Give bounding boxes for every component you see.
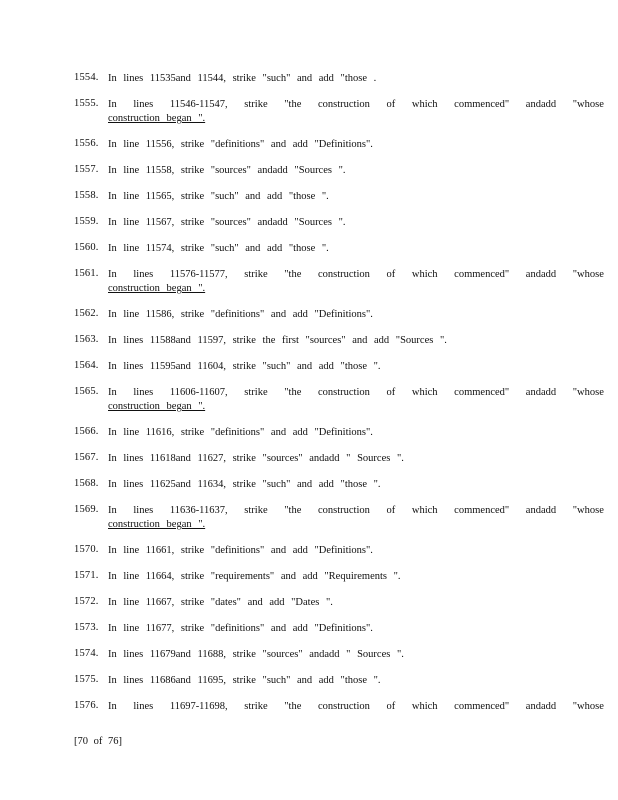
amendment-number: 1567. (74, 452, 99, 463)
amendment-text: In line 11586, strike "definitions" and add "Definitions". (108, 309, 373, 320)
amendment-item (74, 360, 544, 374)
amendment-item (74, 308, 544, 322)
amendment-item (74, 504, 604, 532)
amendment-number: 1566. (74, 426, 99, 437)
amendment-item (74, 674, 544, 688)
amendment-text: In line 11664, strike "requirements" and add "Requirements ". (108, 571, 401, 582)
amendment-number: 1569. (74, 504, 99, 515)
amendment-number: 1556. (74, 138, 99, 149)
amendment-text-continued: construction began ". (108, 401, 206, 412)
amendment-text-continued: construction began ". (108, 113, 206, 124)
amendment-text: In line 11677, strike "definitions" and add "Definitions". (108, 623, 373, 634)
amendment-text: In line 11574, strike "such" and add "those ". (108, 243, 329, 254)
amendment-number: 1554. (74, 72, 99, 83)
amendment-text: In line 11567, strike "sources" andadd "Sources ". (108, 217, 346, 228)
amendment-number: 1557. (74, 164, 99, 175)
amendment-item (74, 386, 604, 414)
amendment-item (74, 72, 544, 86)
amendment-text: In lines 11625and 11634, strike "such" and add "those ". (108, 479, 381, 490)
amendment-item (74, 648, 544, 662)
amendment-text: In lines 11686and 11695, strike "such" and add "those ". (108, 675, 381, 686)
amendment-text: In line 11556, strike "definitions" and add "Definitions". (108, 139, 373, 150)
amendment-number: 1572. (74, 596, 99, 607)
amendment-item (74, 164, 544, 178)
amendment-text: In line 11616, strike "definitions" and add "Definitions". (108, 427, 373, 438)
amendment-item (74, 190, 544, 204)
amendment-item (74, 334, 544, 348)
amendment-number: 1574. (74, 648, 99, 659)
amendment-text: In lines 11636-11637, strike "the construction of which commenced" andadd "whose (108, 505, 604, 516)
amendment-item (74, 98, 604, 126)
amendment-number: 1564. (74, 360, 99, 371)
amendment-text: In lines 11588and 11597, strike the first "sources" and add "Sources ". (108, 335, 447, 346)
amendment-number: 1562. (74, 308, 99, 319)
amendment-item (74, 544, 544, 558)
amendment-item (74, 452, 544, 466)
amendment-number: 1558. (74, 190, 99, 201)
amendment-item (74, 478, 544, 492)
amendment-number: 1568. (74, 478, 99, 489)
amendment-text: In lines 11679and 11688, strike "sources" andadd " Sources ". (108, 649, 404, 660)
amendment-text: In line 11565, strike "such" and add "those ". (108, 191, 329, 202)
amendment-number: 1559. (74, 216, 99, 227)
amendment-number: 1573. (74, 622, 99, 633)
amendment-text: In line 11558, strike "sources" andadd "Sources ". (108, 165, 346, 176)
amendment-number: 1576. (74, 700, 99, 711)
amendment-text: In lines 11618and 11627, strike "sources" andadd " Sources ". (108, 453, 404, 464)
amendment-item (74, 570, 544, 584)
page-number-footer: [70 of 76] (74, 736, 122, 747)
amendment-text: In line 11661, strike "definitions" and add "Definitions". (108, 545, 373, 556)
amendment-number: 1571. (74, 570, 99, 581)
amendment-text-continued: construction began ". (108, 519, 206, 530)
amendment-item (74, 138, 544, 152)
amendment-number: 1555. (74, 98, 99, 109)
amendment-number: 1563. (74, 334, 99, 345)
amendment-text: In lines 11606-11607, strike "the construction of which commenced" andadd "whose (108, 387, 604, 398)
amendment-number: 1560. (74, 242, 99, 253)
amendment-item (74, 596, 544, 610)
amendment-item (74, 242, 544, 256)
amendment-item (74, 622, 544, 636)
amendment-number: 1565. (74, 386, 99, 397)
amendment-text: In lines 11535and 11544, strike "such" and add "those . (108, 73, 377, 84)
amendment-text: In lines 11697-11698, strike "the construction of which commenced" andadd "whose (108, 701, 604, 712)
amendment-text: In lines 11546-11547, strike "the construction of which commenced" andadd "whose (108, 99, 604, 110)
amendment-number: 1561. (74, 268, 99, 279)
amendment-item (74, 268, 604, 296)
amendment-text-continued: construction began ". (108, 283, 206, 294)
amendment-text: In lines 11576-11577, strike "the construction of which commenced" andadd "whose (108, 269, 604, 280)
amendment-item (74, 426, 544, 440)
amendment-item (74, 700, 604, 714)
amendment-item (74, 216, 544, 230)
amendment-text: In line 11667, strike "dates" and add "Dates ". (108, 597, 333, 608)
amendment-number: 1575. (74, 674, 99, 685)
amendment-text: In lines 11595and 11604, strike "such" and add "those ". (108, 361, 381, 372)
amendment-number: 1570. (74, 544, 99, 555)
